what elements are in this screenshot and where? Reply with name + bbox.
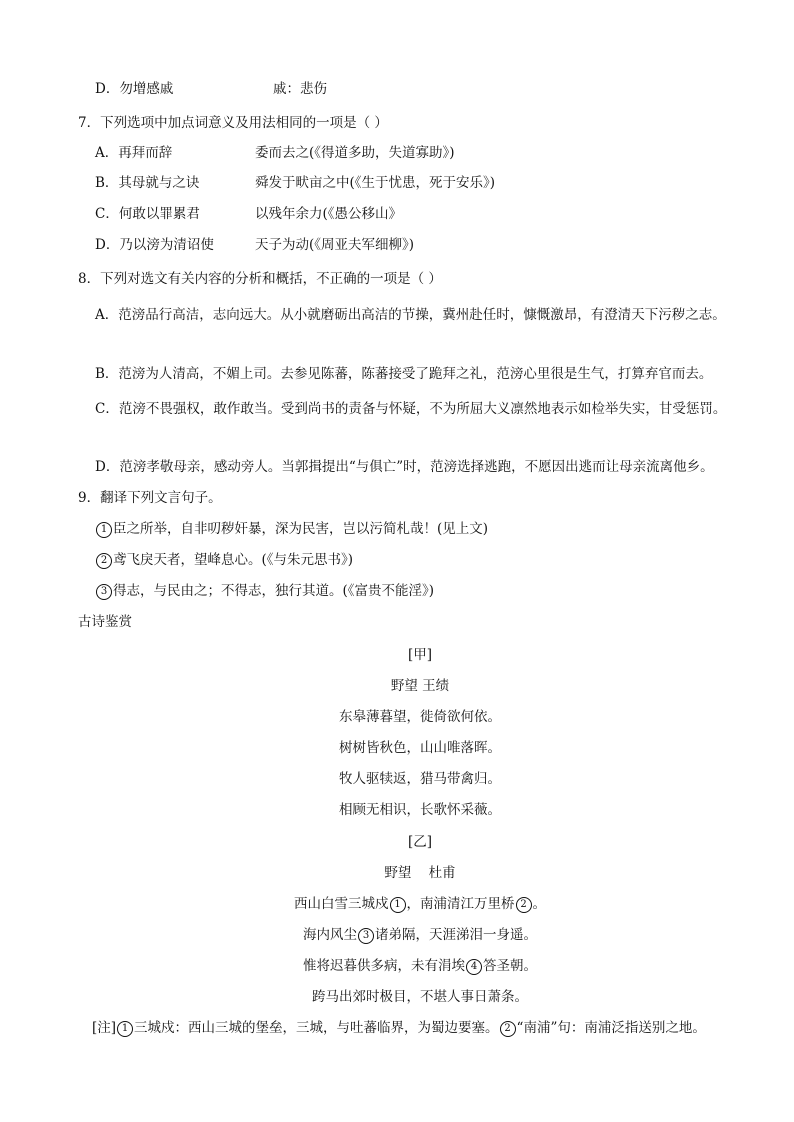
poem-yi-line-1-part: 。 (532, 896, 546, 912)
q7-option-b-right: 舜发于畎亩之中(《生于忧患，死于安乐》) (255, 175, 496, 191)
poem-yi-line-1-part: 西山白雪三城戍 (294, 896, 389, 912)
q8-option-b: B．范滂为人清高，不媚上司。去参见陈蕃，陈蕃接受了跪拜之礼，范滂心里很是生气，打算弃官而去。 (95, 366, 713, 382)
note-prefix: [注] (92, 1020, 117, 1036)
poem-yi-line-3-part: 答圣朝。 (483, 958, 537, 974)
q6-option-d (95, 79, 327, 99)
q8-option-c: C．范滂不畏强权，敢作敢当。受到尚书的责备与怀疑，不为所屈大义凛然地表示如检举失实，甘受惩罚。 (95, 401, 727, 417)
section-title: 古诗鉴赏 (78, 614, 132, 630)
note-text-2: “南浦”句：南浦泛指送别之地。 (516, 1020, 706, 1036)
q7-option-d-left: D．乃以滂为清诏使 (95, 237, 214, 253)
poem-yi-line-2-part: 海内风尘 (303, 927, 357, 943)
q9-item-2 (95, 550, 353, 570)
q6-option-d-label: D．勿增感戚 (95, 81, 174, 97)
circled-number: 2 (516, 897, 532, 913)
q7-option-b-left: B．其母就与之诀 (95, 175, 200, 191)
q7-option-d-right: 天子为动(《周亚夫军细柳》) (255, 237, 415, 253)
poem-jia-title: 野望 王绩 (390, 678, 450, 694)
poem-yi-tag: [乙] (407, 834, 433, 850)
q9-item-3 (95, 581, 434, 601)
circled-number: 2 (500, 1021, 516, 1037)
circled-number: 4 (466, 959, 482, 975)
q7-option-a-left: A．再拜而辞 (95, 145, 173, 161)
poem-jia-line-1: 东皋薄暮望，徙倚欲何依。 (339, 709, 501, 725)
poem-yi-line-3-part: 惟将迟暮供多病，未有涓埃 (303, 958, 465, 974)
q9-item-1-text: 臣之所举，自非叨秽奸暴，深为民害，岂以污简札哉！(见上文) (113, 521, 489, 537)
poem-jia-line-3: 牧人驱犊返，猎马带禽归。 (339, 771, 501, 787)
q7-option-c-left: C．何敢以罪累君 (95, 206, 200, 222)
q7-option-a (95, 143, 455, 163)
circled-number: 3 (358, 928, 374, 944)
circled-number: 1 (96, 522, 112, 538)
poem-yi-title: 野望 杜甫 (384, 865, 456, 881)
poem-yi-line-2-part: 诸弟隔，天涯涕泪一身遥。 (375, 927, 537, 943)
poem-jia-line-2: 树树皆秋色，山山唯落晖。 (339, 740, 501, 756)
poem-yi-line-2 (0, 925, 794, 945)
q8-stem: 8．下列对选文有关内容的分析和概括，不正确的一项是（ ） (78, 271, 442, 287)
q9-stem: 9．翻译下列文言句子。 (78, 490, 222, 506)
q7-option-a-right: 委而去之(《得道多助，失道寡助》) (255, 145, 455, 161)
q8-option-d: D．范滂孝敬母亲，感动旁人。当郭揖提出“与俱亡”时，范滂选择逃跑，不愿因出逃而让母亲流离他乡。 (95, 459, 714, 475)
q9-item-2-text: 鸢飞戾天者，望峰息心。(《与朱元思书》) (113, 552, 354, 568)
poem-jia-line-4: 相顾无相识，长歌怀采薇。 (339, 802, 501, 818)
q7-option-b (95, 173, 495, 193)
q7-option-c-right: 以残年余力(《愚公移山》 (255, 206, 403, 222)
poem-yi-line-4: 跨马出郊时极目，不堪人事日萧条。 (312, 989, 528, 1005)
circled-number: 2 (96, 553, 112, 569)
poem-jia-tag: [甲] (407, 647, 433, 663)
note-text-1: 三城戍：西山三城的堡垒，三城，与吐蕃临界，为蜀边要塞。 (134, 1020, 499, 1036)
q7-option-c (95, 204, 402, 224)
poem-note (92, 1018, 706, 1038)
q7-stem: 7．下列选项中加点词意义及用法相同的一项是（ ） (78, 115, 388, 131)
poem-yi-line-1-part: ，南浦清江万里桥 (406, 896, 515, 912)
circled-number: 1 (117, 1021, 133, 1037)
poem-yi-line-1 (0, 894, 794, 914)
poem-yi-line-3 (0, 956, 794, 976)
circled-number: 3 (96, 584, 112, 600)
q6-option-d-gloss: 戚：悲伤 (273, 81, 327, 97)
q9-item-1 (95, 519, 488, 539)
q7-option-d (95, 235, 414, 255)
circled-number: 1 (390, 897, 406, 913)
q8-option-a: A．范滂品行高洁，志向远大。从小就磨砺出高洁的节操，冀州赴任时，慷慨激昂，有澄清天下污秽之志。 (95, 307, 726, 323)
q9-item-3-text: 得志，与民由之；不得志，独行其道。(《富贵不能淫》) (113, 583, 435, 599)
